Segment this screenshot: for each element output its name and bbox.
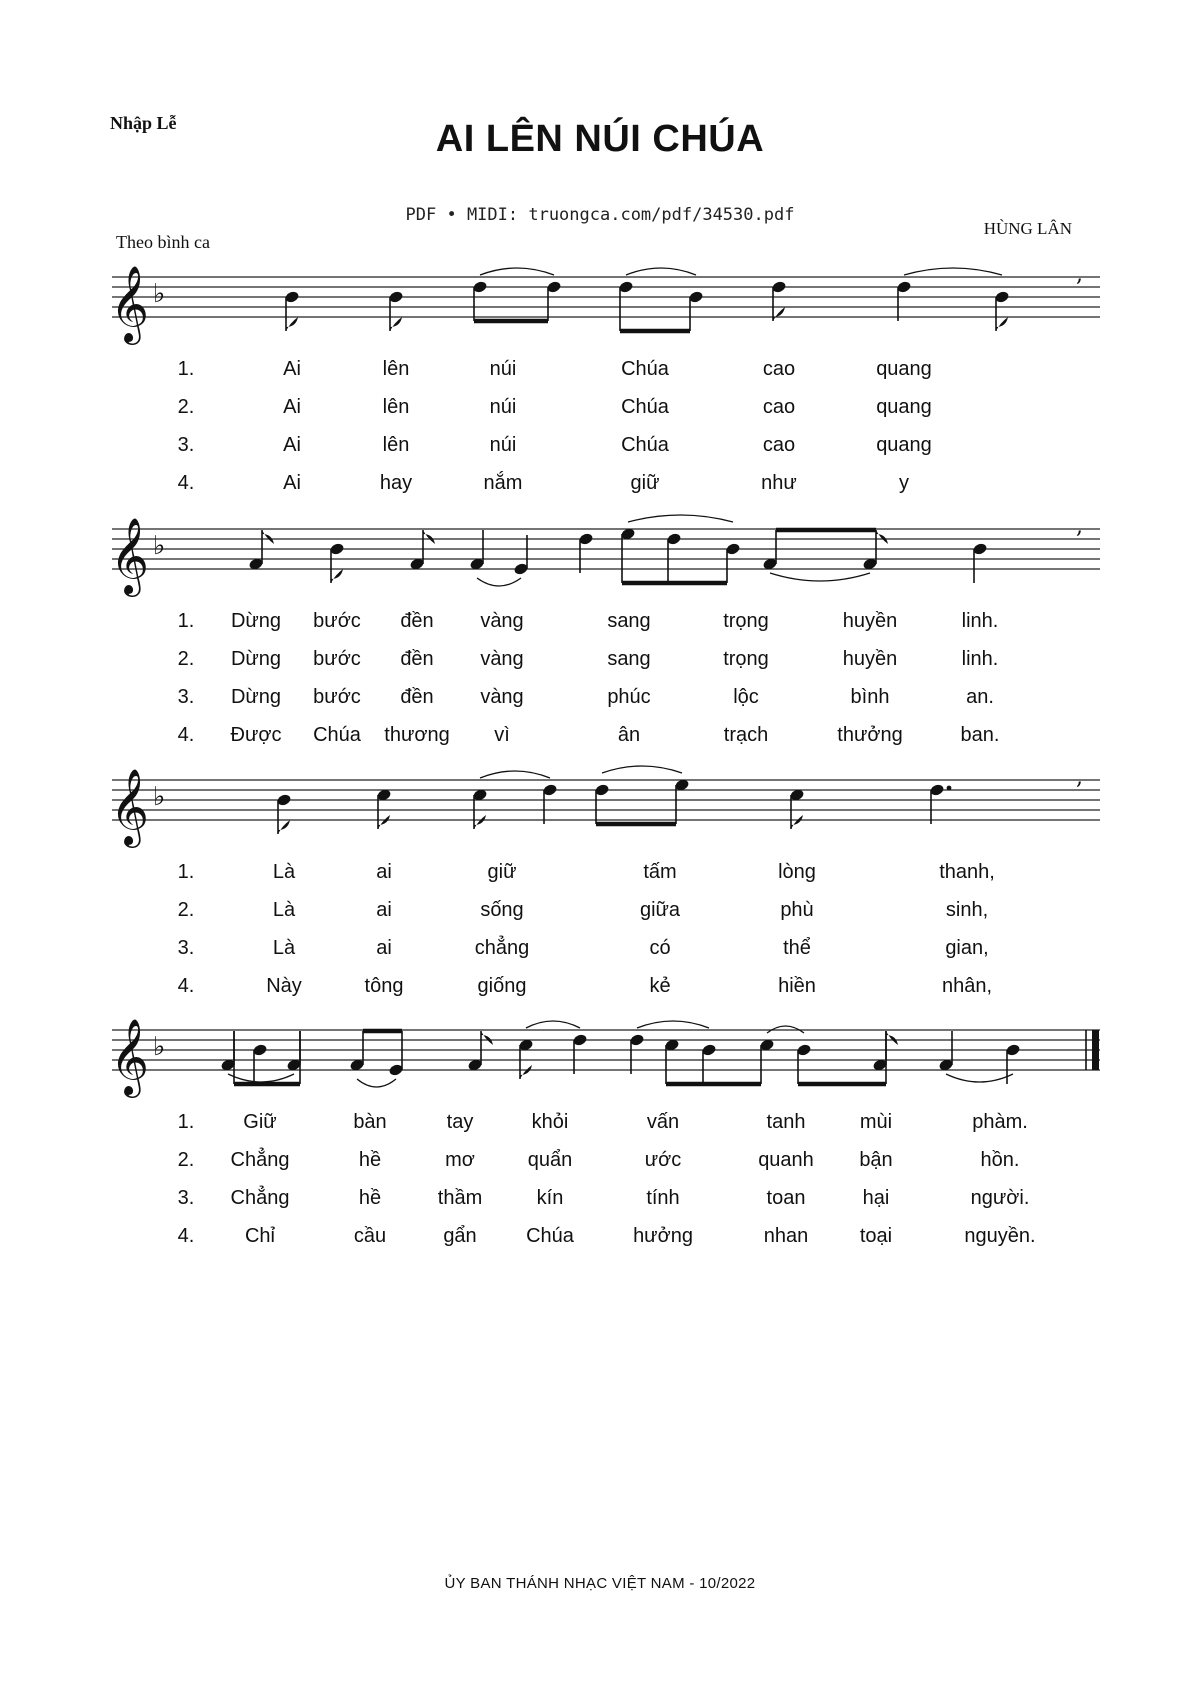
treble-clef-icon: 𝄞 [110,265,150,342]
lyric-word: phù [780,899,814,921]
lyric-word: Là [272,899,296,921]
verse-number: 1. [177,1111,195,1133]
lyric-word: giữ [630,472,660,494]
lyric-word: lên [382,358,410,380]
slur [602,766,682,773]
verse-number: 1. [177,358,195,380]
lyric-word: Được [230,724,282,746]
lyric-word: Là [272,937,296,959]
slur [770,573,870,581]
lyric-word: ai [376,899,392,921]
note-flag [390,317,402,331]
lyric-word: thầm [437,1187,483,1209]
lyric-word: mơ [445,1149,475,1171]
lyric-word: Chỉ [244,1225,276,1247]
lyric-word: Dừng [230,610,282,632]
lyric-word: khỏi [531,1111,569,1133]
final-barline [1092,1030,1099,1070]
lyric-word: Chúa [621,396,669,418]
flat-sign-icon: ♭ [153,782,166,812]
slur [946,1074,1013,1082]
lyric-word: hiền [778,975,816,997]
lyric-word: hại [862,1187,890,1209]
lyric-word: Ai [283,358,301,380]
lyric-word: ban. [960,724,1000,746]
lyric-word: giữa [639,899,681,921]
lyric-word: nhân, [941,975,993,997]
lyric-word: nguyền. [964,1225,1036,1247]
lyric-word: gẩn [443,1225,477,1247]
slur [480,268,554,275]
lyric-word: ước [644,1149,682,1171]
lyric-word: cao [762,358,796,380]
slur [637,1021,709,1028]
lyric-word: Dừng [230,648,282,670]
lyric-word: y [899,472,909,494]
lyric-word: linh. [961,610,999,632]
lyric-word: lòng [778,861,816,883]
verse-number: 2. [177,648,195,670]
lyric-word: tanh [766,1111,806,1133]
lyric-word: vàng [480,648,524,670]
lyric-word: an. [966,686,994,708]
note-flag [876,530,888,544]
note-flag [378,815,390,829]
lyric-word: gian, [945,937,989,959]
lyric-word: Là [272,861,296,883]
lyric-word: quang [876,434,932,456]
slur [228,1074,294,1082]
verse-number: 3. [177,686,195,708]
lyric-word: đền [400,648,434,670]
lyric-word: Chúa [621,434,669,456]
lyric-word: Ai [283,472,301,494]
lyric-word: trọng [723,610,769,632]
lyric-word: Ai [283,396,301,418]
lyric-word: vấn [646,1111,680,1133]
lyric-word: bước [313,610,361,632]
lyric-word: quang [876,396,932,418]
lyric-word: bước [313,686,361,708]
category-label: Nhập Lễ [110,113,177,133]
breath-mark-icon: , [1076,765,1083,790]
flat-sign-icon: ♭ [153,531,166,561]
lyric-word: ai [376,861,392,883]
lyric-word: Ai [283,434,301,456]
verse-number: 1. [177,861,195,883]
lyric-word: hề [358,1187,382,1209]
note-flag [423,530,435,544]
lyric-word: vì [494,724,510,746]
lyric-word: Chúa [313,724,361,746]
lyric-word: quẩn [527,1149,573,1171]
note-flag [996,317,1008,331]
note-flag [262,530,274,544]
lyric-word: huyền [842,610,898,632]
lyric-word: giống [477,975,527,997]
flat-sign-icon: ♭ [153,1032,166,1062]
lyric-word: Chẳng [230,1187,290,1209]
lyric-word: bàn [353,1111,387,1133]
lyric-word: đền [400,686,434,708]
lyric-word: như [761,472,797,494]
lyric-word: ai [376,937,392,959]
lyric-word: quang [876,358,932,380]
lyric-word: người. [970,1187,1030,1209]
lyric-word: tay [446,1111,474,1133]
lyric-word: thưởng [837,724,903,746]
verse-number: 4. [177,472,195,494]
lyric-word: sinh, [945,899,989,921]
lyric-word: toại [859,1225,893,1247]
lyric-word: tấm [643,861,677,883]
lyric-word: cầu [353,1225,387,1247]
note-flag [474,815,486,829]
note-flag [331,569,343,583]
lyric-word: huyền [842,648,898,670]
lyric-word: kín [536,1187,564,1209]
lyric-word: nắm [483,472,523,494]
lyric-word: Dừng [230,686,282,708]
treble-clef-icon: 𝄞 [110,768,150,845]
verse-number: 1. [177,610,195,632]
slur [526,1021,580,1028]
lyric-word: hưởng [633,1225,693,1247]
verse-number: 2. [177,899,195,921]
lyric-word: lên [382,434,410,456]
lyric-word: hồn. [980,1149,1020,1171]
lyric-word: sang [607,648,651,670]
lyric-word: sống [480,899,524,921]
lyric-word: linh. [961,648,999,670]
breath-mark-icon: , [1076,514,1083,539]
lyric-word: núi [489,358,517,380]
treble-clef-icon: 𝄞 [110,1018,150,1095]
source-link[interactable]: PDF • MIDI: truongca.com/pdf/34530.pdf [405,205,795,225]
slur [477,578,521,586]
song-title: AI LÊN NÚI CHÚA [435,118,765,160]
lyric-word: vàng [480,610,524,632]
lyric-word: ân [617,724,641,746]
lyric-word: Chẳng [230,1149,290,1171]
lyric-word: tính [646,1187,680,1209]
lyric-word: bước [313,648,361,670]
lyric-word: có [649,937,671,959]
slur [904,268,1002,275]
lyric-word: phúc [607,686,651,708]
lyric-word: lên [382,396,410,418]
composer-name: HÙNG LÂN [983,219,1072,238]
lyric-word: Chúa [621,358,669,380]
note-flag [481,1031,493,1045]
lyric-word: bình [850,686,890,708]
lyric-word: trạch [723,724,769,746]
lyric-word: hề [358,1149,382,1171]
note-flag [791,815,803,829]
lyric-word: cao [762,396,796,418]
lyric-word: vàng [480,686,524,708]
verse-number: 3. [177,434,195,456]
verse-number: 3. [177,1187,195,1209]
verse-number: 2. [177,396,195,418]
slur [357,1079,396,1087]
note-flag [773,307,785,321]
verse-number: 4. [177,1225,195,1247]
lyric-word: tông [364,975,404,997]
verse-number: 4. [177,975,195,997]
lyric-word: Chúa [526,1225,574,1247]
slur [626,268,696,275]
note-flag [886,1031,898,1045]
lyric-word: kẻ [649,975,671,997]
lyric-word: toan [766,1187,806,1209]
lyric-word: thanh, [939,861,995,883]
flat-sign-icon: ♭ [153,279,166,309]
lyric-word: thể [783,937,811,959]
lyric-word: giữ [487,861,517,883]
lyric-word: đền [400,610,434,632]
footer-credit: ỦY BAN THÁNH NHẠC VIỆT NAM - 10/2022 [444,1575,756,1592]
note-flag [278,820,290,834]
note-flag [286,317,298,331]
breath-mark-icon: , [1076,262,1083,287]
lyric-word: thương [384,724,450,746]
verse-number: 4. [177,724,195,746]
lyric-word: chẳng [474,937,530,959]
lyric-word: hay [379,472,413,494]
lyric-word: bận [859,1149,893,1171]
lyric-word: phàm. [972,1111,1028,1133]
lyric-word: núi [489,396,517,418]
lyric-word: sang [607,610,651,632]
lyric-word: lộc [733,686,759,708]
lyric-word: mùi [859,1111,893,1133]
slur [480,771,550,778]
lyric-word: Giữ [243,1111,277,1133]
lyric-word: quanh [758,1149,814,1171]
lyric-word: núi [489,434,517,456]
treble-clef-icon: 𝄞 [110,517,150,594]
verse-number: 2. [177,1149,195,1171]
lyric-word: cao [762,434,796,456]
lyric-word: nhan [763,1225,809,1247]
lyric-word: trọng [723,648,769,670]
note-flag [520,1065,532,1079]
verse-number: 3. [177,937,195,959]
lyric-word: Này [266,975,302,997]
dot [947,786,952,791]
tempo-marking: Theo bình ca [116,232,210,252]
slur [628,515,733,522]
